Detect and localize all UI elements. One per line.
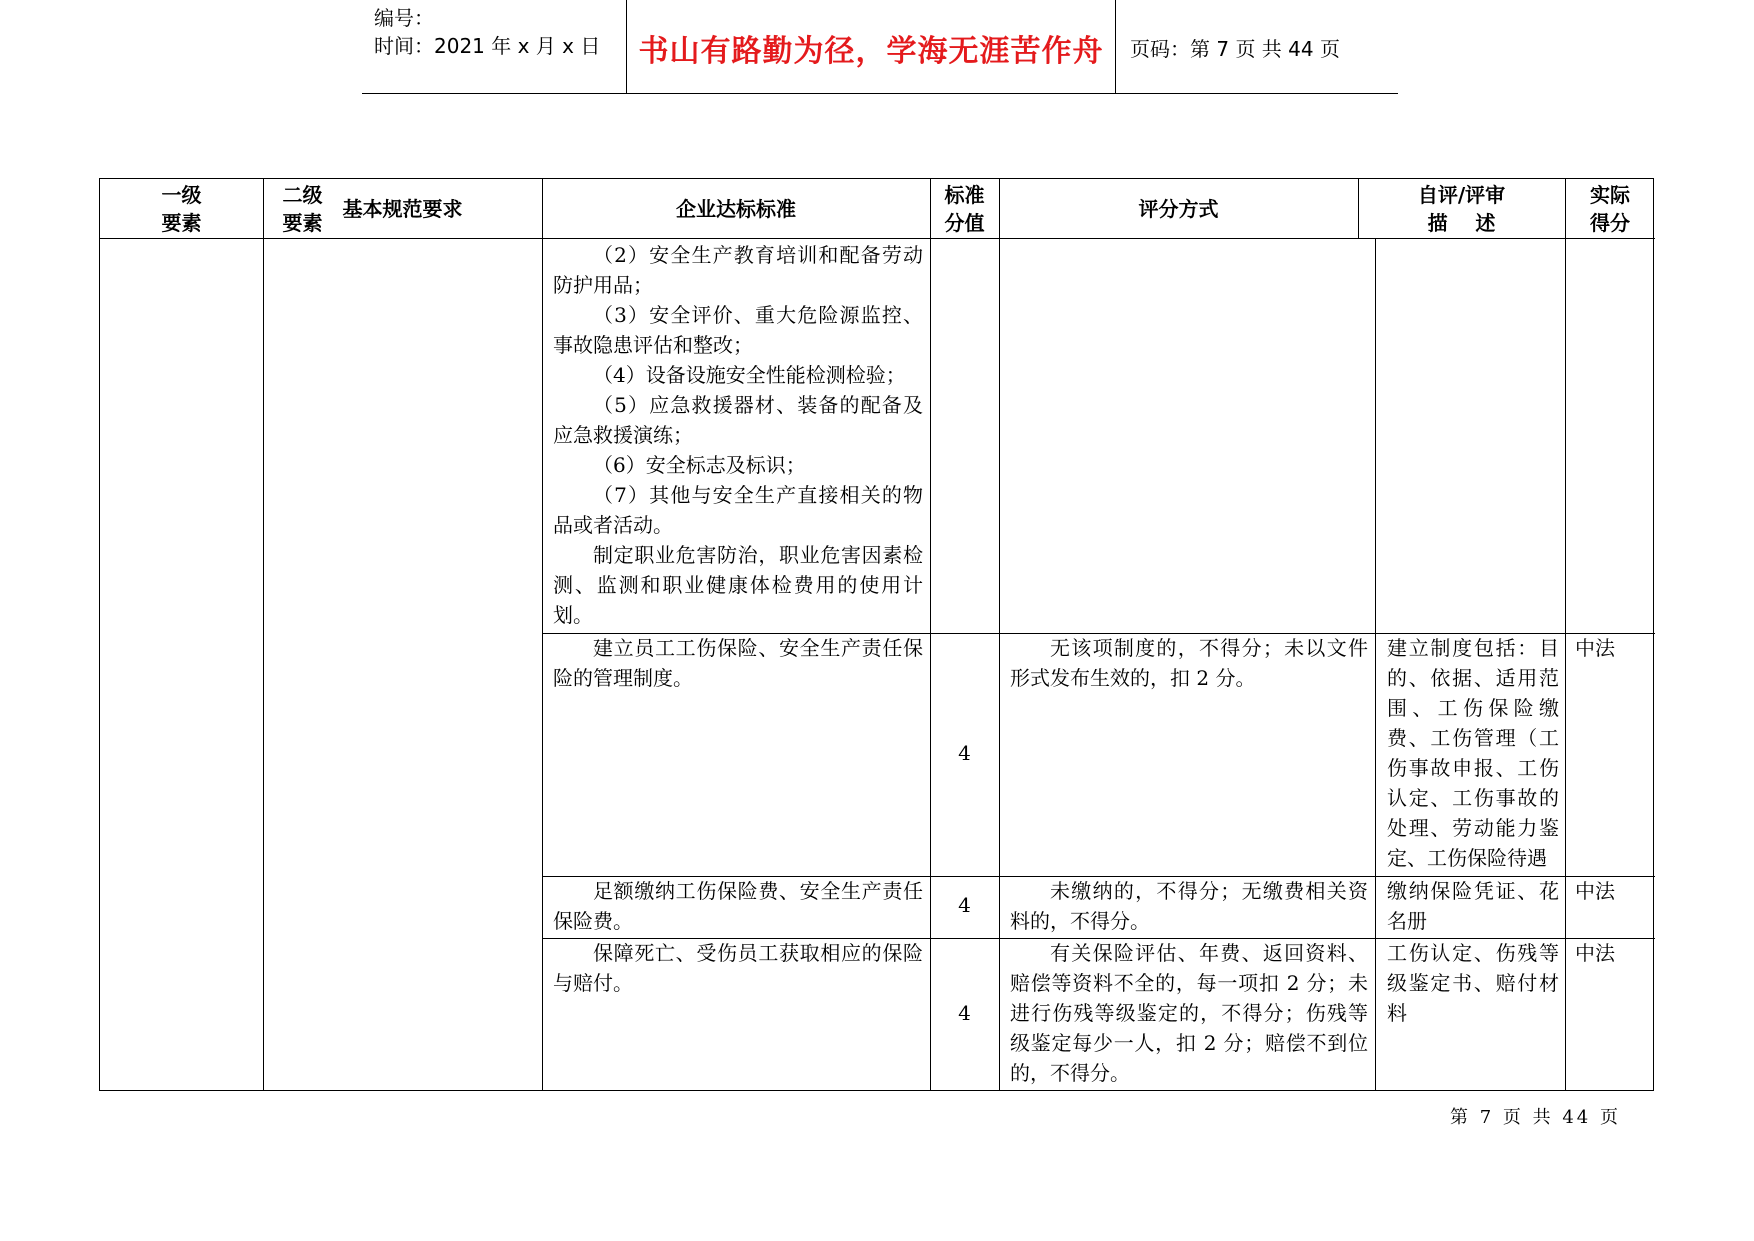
header-meta [362,0,626,93]
col-divider [999,179,1000,1090]
row3-score: 4 [958,893,971,917]
header-page-cell [1116,0,1398,93]
row1-standard [553,240,923,630]
row4-description: 工伤认定、伤残等级鉴定书、赔付材料 [1387,941,1559,1025]
row2-actual: 中法 [1575,636,1615,660]
col-divider [263,179,264,1090]
col-header-line: 得分 [1590,210,1630,235]
standard-item: （2）安全生产教育培训和配备劳动防护用品； [553,243,923,297]
standard-item: （7）其他与安全生产直接相关的物品或者活动。 [553,483,923,537]
row4-actual: 中法 [1575,941,1615,965]
col-divider [1565,179,1566,1090]
col-header-line: 二级 [282,182,323,207]
col-header-line: 实际 [1590,182,1630,207]
row2-score: 4 [958,741,971,765]
col-header-scoring-method [999,179,1358,238]
header-motto-cell [626,0,1116,93]
col-header-line: 评分方式 [1138,196,1219,221]
col-header-line: 要素 [282,210,323,235]
standard-item: （3）安全评价、重大危险源监控、事故隐患评估和整改； [553,303,923,357]
col-header-self-eval [1358,179,1565,238]
col-header-line: 企业达标标准 [676,196,796,221]
col-header-line: 自评/评审 [1417,182,1506,207]
date-line: 时间：2021 年 x 月 x 日 [374,34,601,58]
col-divider [930,179,931,1090]
row3-method: 未缴纳的，不得分；无缴费相关资料的，不得分。 [1010,879,1368,933]
page-header [362,0,1398,94]
col-divider [1375,238,1376,1090]
col-header-line: 要素 [161,210,202,235]
row3-description: 缴纳保险凭证、花名册 [1387,879,1559,933]
col-header-line: 描 述 [1427,210,1496,235]
page-info: 页码：第 7 页 共 44 页 [1130,37,1340,61]
col-header-line: 分值 [944,210,985,235]
serial-label: 编号： [374,6,434,30]
col-header-score [930,179,999,238]
standard-item: （6）安全标志及标识； [593,453,806,477]
row2-standard: 建立员工工伤保险、安全生产责任保险的管理制度。 [553,636,923,690]
col-header-basic-req [263,179,542,238]
standard-item: 制定职业危害防治，职业危害因素检测、监测和职业健康体检费用的使用计划。 [553,543,923,627]
standard-item: （4）设备设施安全性能检测检验； [593,363,906,387]
col-header-actual-score [1565,179,1655,238]
row2-description: 建立制度包括：目的、依据、适用范围、工伤保险缴费、工伤管理（工伤事故申报、工伤认定、工伤事故的处理、劳动能力鉴定、工伤保险待遇 [1387,636,1559,870]
row4-score: 4 [958,1001,971,1025]
col-header-line: 一级 [161,182,202,207]
col-header-level1 [100,179,263,238]
standard-item: （5）应急救援器材、装备的配备及应急救援演练； [553,393,923,447]
col-header-line: 标准 [944,182,985,207]
row4-method: 有关保险评估、年费、返回资料、赔偿等资料不全的，每一项扣 2 分；未进行伤残等级鉴定的，不得分；伤残等级鉴定每少一人，扣 2 分；赔偿不到位的，不得分。 [1010,941,1368,1085]
col-divider [542,179,543,1090]
row3-standard: 足额缴纳工伤保险费、安全生产责任保险费。 [553,879,923,933]
page-footer: 第 7 页 共 44 页 [1450,1107,1621,1128]
standards-table [99,178,1654,1091]
header-divider [100,238,1655,239]
row3-actual: 中法 [1575,879,1615,903]
col-header-enterprise-standard [542,179,930,238]
col-header-line: 基本规范要求 [342,196,463,221]
row4-standard: 保障死亡、受伤员工获取相应的保险与赔付。 [553,941,923,995]
motto: 书山有路勤为径，学海无涯苦作舟 [638,34,1104,69]
row2-method: 无该项制度的，不得分；未以文件形式发布生效的，扣 2 分。 [1010,636,1368,690]
